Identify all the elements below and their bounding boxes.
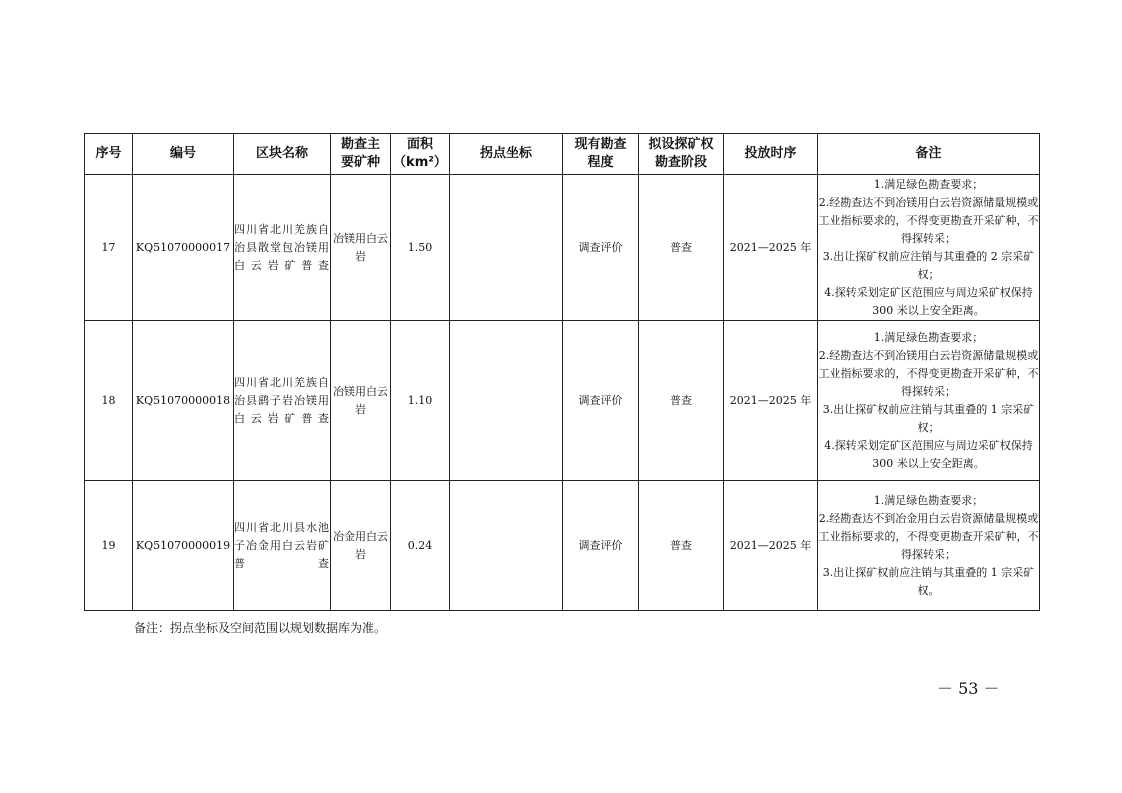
header-code: 编号 xyxy=(133,134,234,175)
remark-line: 1.满足绿色勘查要求； xyxy=(873,177,984,191)
cell-block-name: 四川省北川羌族自治县鹞子岩冶镁用白云岩矿普查 xyxy=(234,321,331,481)
cell-remarks xyxy=(818,175,1040,321)
header-remarks: 备注 xyxy=(818,134,1040,175)
cell-code: KQ51070000017 xyxy=(133,175,234,321)
cell-code: KQ51070000019 xyxy=(133,481,234,611)
cell-stage: 普查 xyxy=(639,321,724,481)
remark-line: 2.经勘查达不到冶金用白云岩资源储量规模或工业指标要求的，不得变更勘查开采矿种，不得探转采； xyxy=(818,511,1039,561)
remark-line: 4.探转采划定矿区范围应与周边采矿权保持 300 米以上安全距离。 xyxy=(824,438,1033,470)
header-mineral-line2: 要矿种 xyxy=(340,155,380,170)
header-degree-line2: 程度 xyxy=(587,155,614,170)
remark-line: 3.出让探矿权前应注销与其重叠的 1 宗采矿权； xyxy=(822,402,1035,434)
page-number: － 53 － xyxy=(937,679,1000,698)
cell-block-name: 四川省北川县水池子冶金用白云岩矿普查 xyxy=(234,481,331,611)
remark-line: 4.探转采划定矿区范围应与周边采矿权保持 300 米以上安全距离。 xyxy=(824,285,1033,317)
remark-line: 3.出让探矿权前应注销与其重叠的 2 宗采矿权； xyxy=(822,249,1035,281)
header-area xyxy=(391,134,450,175)
header-inflection: 拐点坐标 xyxy=(450,134,563,175)
cell-area: 0.24 xyxy=(391,481,450,611)
header-block-name: 区块名称 xyxy=(234,134,331,175)
cell-seq: 18 xyxy=(85,321,133,481)
remark-line: 2.经勘查达不到冶镁用白云岩资源储量规模或工业指标要求的，不得变更勘查开采矿种，不得探转采； xyxy=(818,195,1039,245)
cell-stage: 普查 xyxy=(639,481,724,611)
cell-code: KQ51070000018 xyxy=(133,321,234,481)
header-degree xyxy=(563,134,639,175)
cell-degree: 调查评价 xyxy=(563,481,639,611)
header-seq: 序号 xyxy=(85,134,133,175)
header-timing: 投放时序 xyxy=(724,134,818,175)
header-mineral-line1: 勘查主 xyxy=(340,137,380,152)
table-row xyxy=(85,481,1040,611)
remark-line: 1.满足绿色勘查要求； xyxy=(873,493,984,507)
cell-mineral: 冶镁用白云岩 xyxy=(331,321,391,481)
table-footnote: 备注：拐点坐标及空间范围以规划数据库为准。 xyxy=(134,621,387,635)
header-area-line1: 面积 xyxy=(406,137,433,152)
cell-inflection xyxy=(450,481,563,611)
cell-area: 1.10 xyxy=(391,321,450,481)
header-mineral xyxy=(331,134,391,175)
header-degree-line1: 现有勘查 xyxy=(574,137,627,152)
cell-remarks xyxy=(818,481,1040,611)
remark-line: 3.出让探矿权前应注销与其重叠的 1 宗采矿权。 xyxy=(822,565,1035,597)
header-area-line2: （km²） xyxy=(393,155,447,170)
cell-degree: 调查评价 xyxy=(563,321,639,481)
header-stage-line1: 拟设探矿权 xyxy=(648,137,714,152)
header-stage xyxy=(639,134,724,175)
cell-block-name: 四川省北川羌族自治县散堂包冶镁用白云岩矿普查 xyxy=(234,175,331,321)
cell-area: 1.50 xyxy=(391,175,450,321)
cell-remarks xyxy=(818,321,1040,481)
cell-mineral: 冶金用白云岩 xyxy=(331,481,391,611)
cell-timing: 2021—2025 年 xyxy=(724,321,818,481)
cell-inflection xyxy=(450,175,563,321)
cell-timing: 2021—2025 年 xyxy=(724,175,818,321)
table-row xyxy=(85,321,1040,481)
table-header-row xyxy=(85,134,1040,175)
cell-seq: 17 xyxy=(85,175,133,321)
cell-inflection xyxy=(450,321,563,481)
table-row xyxy=(85,175,1040,321)
exploration-block-table xyxy=(84,133,1040,611)
remark-line: 2.经勘查达不到冶镁用白云岩资源储量规模或工业指标要求的，不得变更勘查开采矿种，不得探转采； xyxy=(818,348,1039,398)
remark-line: 1.满足绿色勘查要求； xyxy=(873,330,984,344)
cell-stage: 普查 xyxy=(639,175,724,321)
cell-mineral: 冶镁用白云岩 xyxy=(331,175,391,321)
header-stage-line2: 勘查阶段 xyxy=(654,155,707,170)
cell-degree: 调查评价 xyxy=(563,175,639,321)
cell-seq: 19 xyxy=(85,481,133,611)
cell-timing: 2021—2025 年 xyxy=(724,481,818,611)
